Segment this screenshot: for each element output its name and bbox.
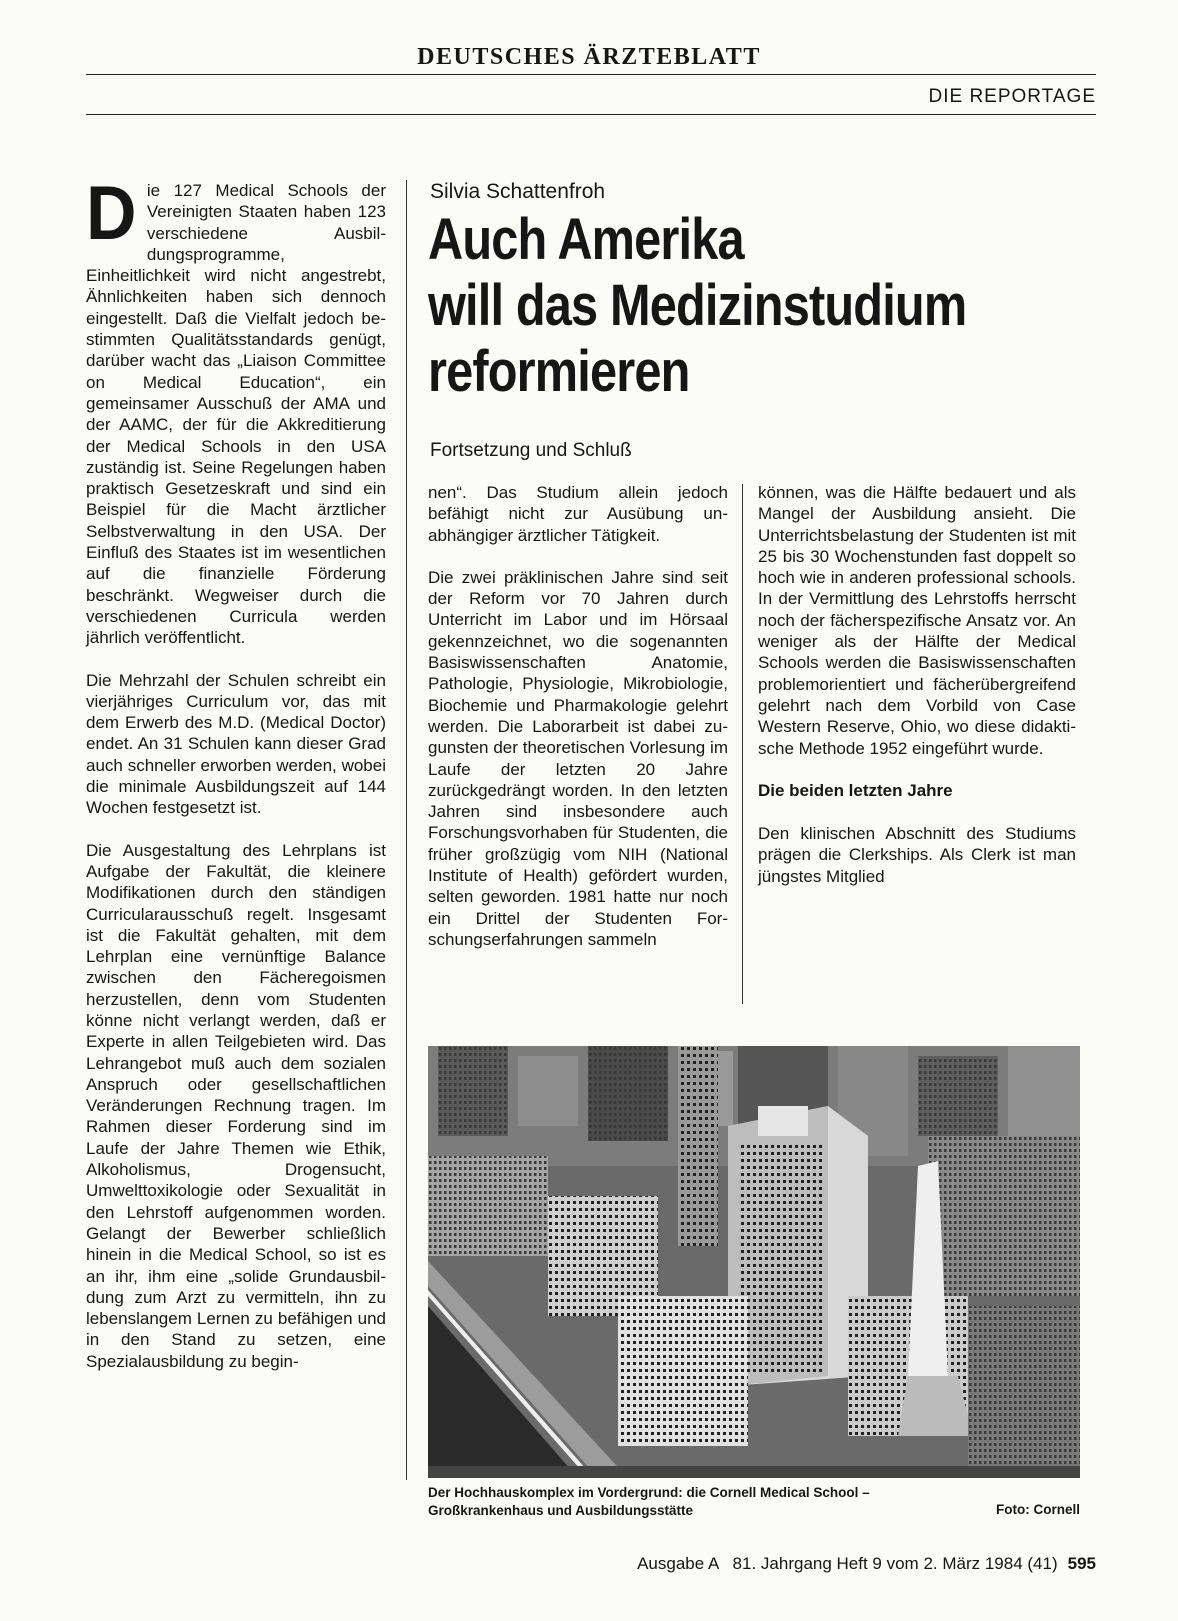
paragraph-text: ie 127 Medical Schools der Vereinigten Staaten haben 123 verschiedene Ausbildungsprogramme, Einheitlichkeit wird nicht angestrebt, Ähnlichkeiten haben sich dennoch eingestellt. Daß die Vielfalt jedoch bestimmten Qualitätsstandards genügt, darüber wacht das „Liaison Committee on Medical Education“, ein gemeinsamer Ausschuß der AMA und der AAMC, der für die Akkreditierung der Medical Schools in den USA zuständig ist. Seine Regelungen haben praktisch Gesetzeskraft und sind ein Beispiel für die Macht ärztlicher Selbstverwaltung in den USA. Der Einfluß des Staates ist im wesentlichen auf die finanzielle Förderung beschränkt. Wegweiser durch die verschiedenen Curricula werden jährlich veröffentlicht.: [86, 181, 386, 648]
paragraph: können, was die Hälfte bedauert und als Mangel der Ausbildung ansieht. Die Unterrichtsbelastung der Studenten ist mit 25 bis 30 Wochenstunden fast doppelt so hoch wie in anderen professional schools. In der Vermittlung des Lehrstoffs herrscht noch der fächerspezifische Ansatz vor. An weniger als der Hälfte der Medical Schools werden die Basiswissenschaften problemorientiert und fächerübergreifend gelehrt nach dem Vorbild von Case Western Reserve, Ohio, wo diese didaktische Methode 1952 eingeführt wurde.: [758, 483, 1076, 758]
subtitle: Fortsetzung und Schluß: [430, 440, 632, 461]
paragraph: Den klinischen Abschnitt des Studiums prägen die Clerkships. Als Clerk ist man jüngstes Mitglied: [758, 824, 1076, 886]
masthead-rule: [86, 74, 1096, 75]
headline-line: will das Medizinstudium: [428, 273, 967, 338]
issue-info: Ausgabe A 81. Jahrgang Heft 9 vom 2. März 1984 (41): [637, 1554, 1058, 1573]
column-2: [428, 482, 728, 971]
column-3: [758, 482, 1076, 908]
headline-line: reformieren: [428, 339, 690, 404]
page-number: 595: [1067, 1554, 1096, 1573]
subheading: Die beiden letzten Jahre: [758, 780, 953, 800]
column-1: [86, 171, 386, 1393]
paragraph: Die Ausgestaltung des Lehrplans ist Aufgabe der Fakultät, die kleinere Modifikationen durch den ständigen Curricularausschuß regelt. Insgesamt ist die Fakultät gehalten, mit dem Lehrplan eine vernünftige Balance zwischen den Fächeregoismen herzustellen, denn vom Studenten könne nicht verlangt werden, daß er Experte in allen Teilgebieten wird. Das Lehrangebot muß auch dem sozialen Anspruch oder gesellschaftlichen Veränderungen Rechnung tragen. Im Rahmen dieser Forderung sind im Laufe der Jahre Themen wie Ethik, Alkoholismus, Drogensucht, Umwelttoxikologie oder Sexualität in den Lehrstoff aufgenommen worden. Gelangt der Bewerber schließlich hinein in die Medical School, so ist es an ihr, ihm eine „solide Grundausbildung zum Arzt zu vermitteln, ihn zu lebenslangem Lernen zu befähigen und in den Stand zu setzen, eine Spezialausbildung zu begin-: [86, 840, 386, 1371]
paragraph: [86, 171, 386, 649]
author: Silvia Schattenfroh: [430, 180, 606, 203]
paragraph: Die Mehrzahl der Schulen schreibt ein vierjähriges Curriculum vor, das mit dem Erwerb des M.D. (Medical Doctor) endet. An 31 Schulen kann dieser Grad auch schneller erworben werden, wobei die minimale Ausbildungszeit auf 144 Wochen festgesetzt ist.: [86, 670, 386, 818]
section-rule: [86, 114, 1096, 115]
masthead: DEUTSCHES ÄRZTEBLATT: [417, 44, 761, 70]
photo-credit: Foto: Cornell: [996, 1502, 1080, 1517]
section-label: DIE REPORTAGE: [928, 86, 1096, 107]
paragraph: Die zwei präklinischen Jahre sind seit der Reform vor 70 Jahren durch Unterricht im Labor und im Hörsaal gekennzeichnet, wo die sogenannten Basiswissenschaften Anatomie, Pathologie, Physiologie, Mikrobiologie, Biochemie und Pharmakologie gelehrt werden. Die Laborarbeit ist dabei zugunsten der theoretischen Vorlesung im Laufe der letzten 20 Jahre zurückgedrängt worden. In den letzten Jahren sind insbesondere auch Forschungsvorhaben für Studenten, die früher großzügig vom NIH (National Institute of Health) gefördert wurden, selten geworden. 1981 hatte nur noch ein Drittel der Studenten Forschungserfahrungen sammeln: [428, 567, 728, 949]
paragraph: nen“. Das Studium allein jedoch befähigt nicht zur Ausübung unabhängiger ärztlicher Tätigkeit.: [428, 483, 728, 545]
city-skyline-illustration: [428, 1046, 1080, 1478]
page-footer: [637, 1554, 1096, 1574]
headline: [428, 207, 999, 405]
headline-line: Auch Amerika: [428, 207, 744, 272]
column-divider: [406, 180, 407, 1480]
column-divider: [742, 484, 743, 1004]
photo-caption: Der Hochhauskomplex im Vordergrund: die Cornell Medical School – Großkrankenhaus und Ausbildungsstätte: [428, 1485, 870, 1518]
aerial-photo: [428, 1046, 1080, 1478]
drop-cap: D: [86, 171, 137, 256]
